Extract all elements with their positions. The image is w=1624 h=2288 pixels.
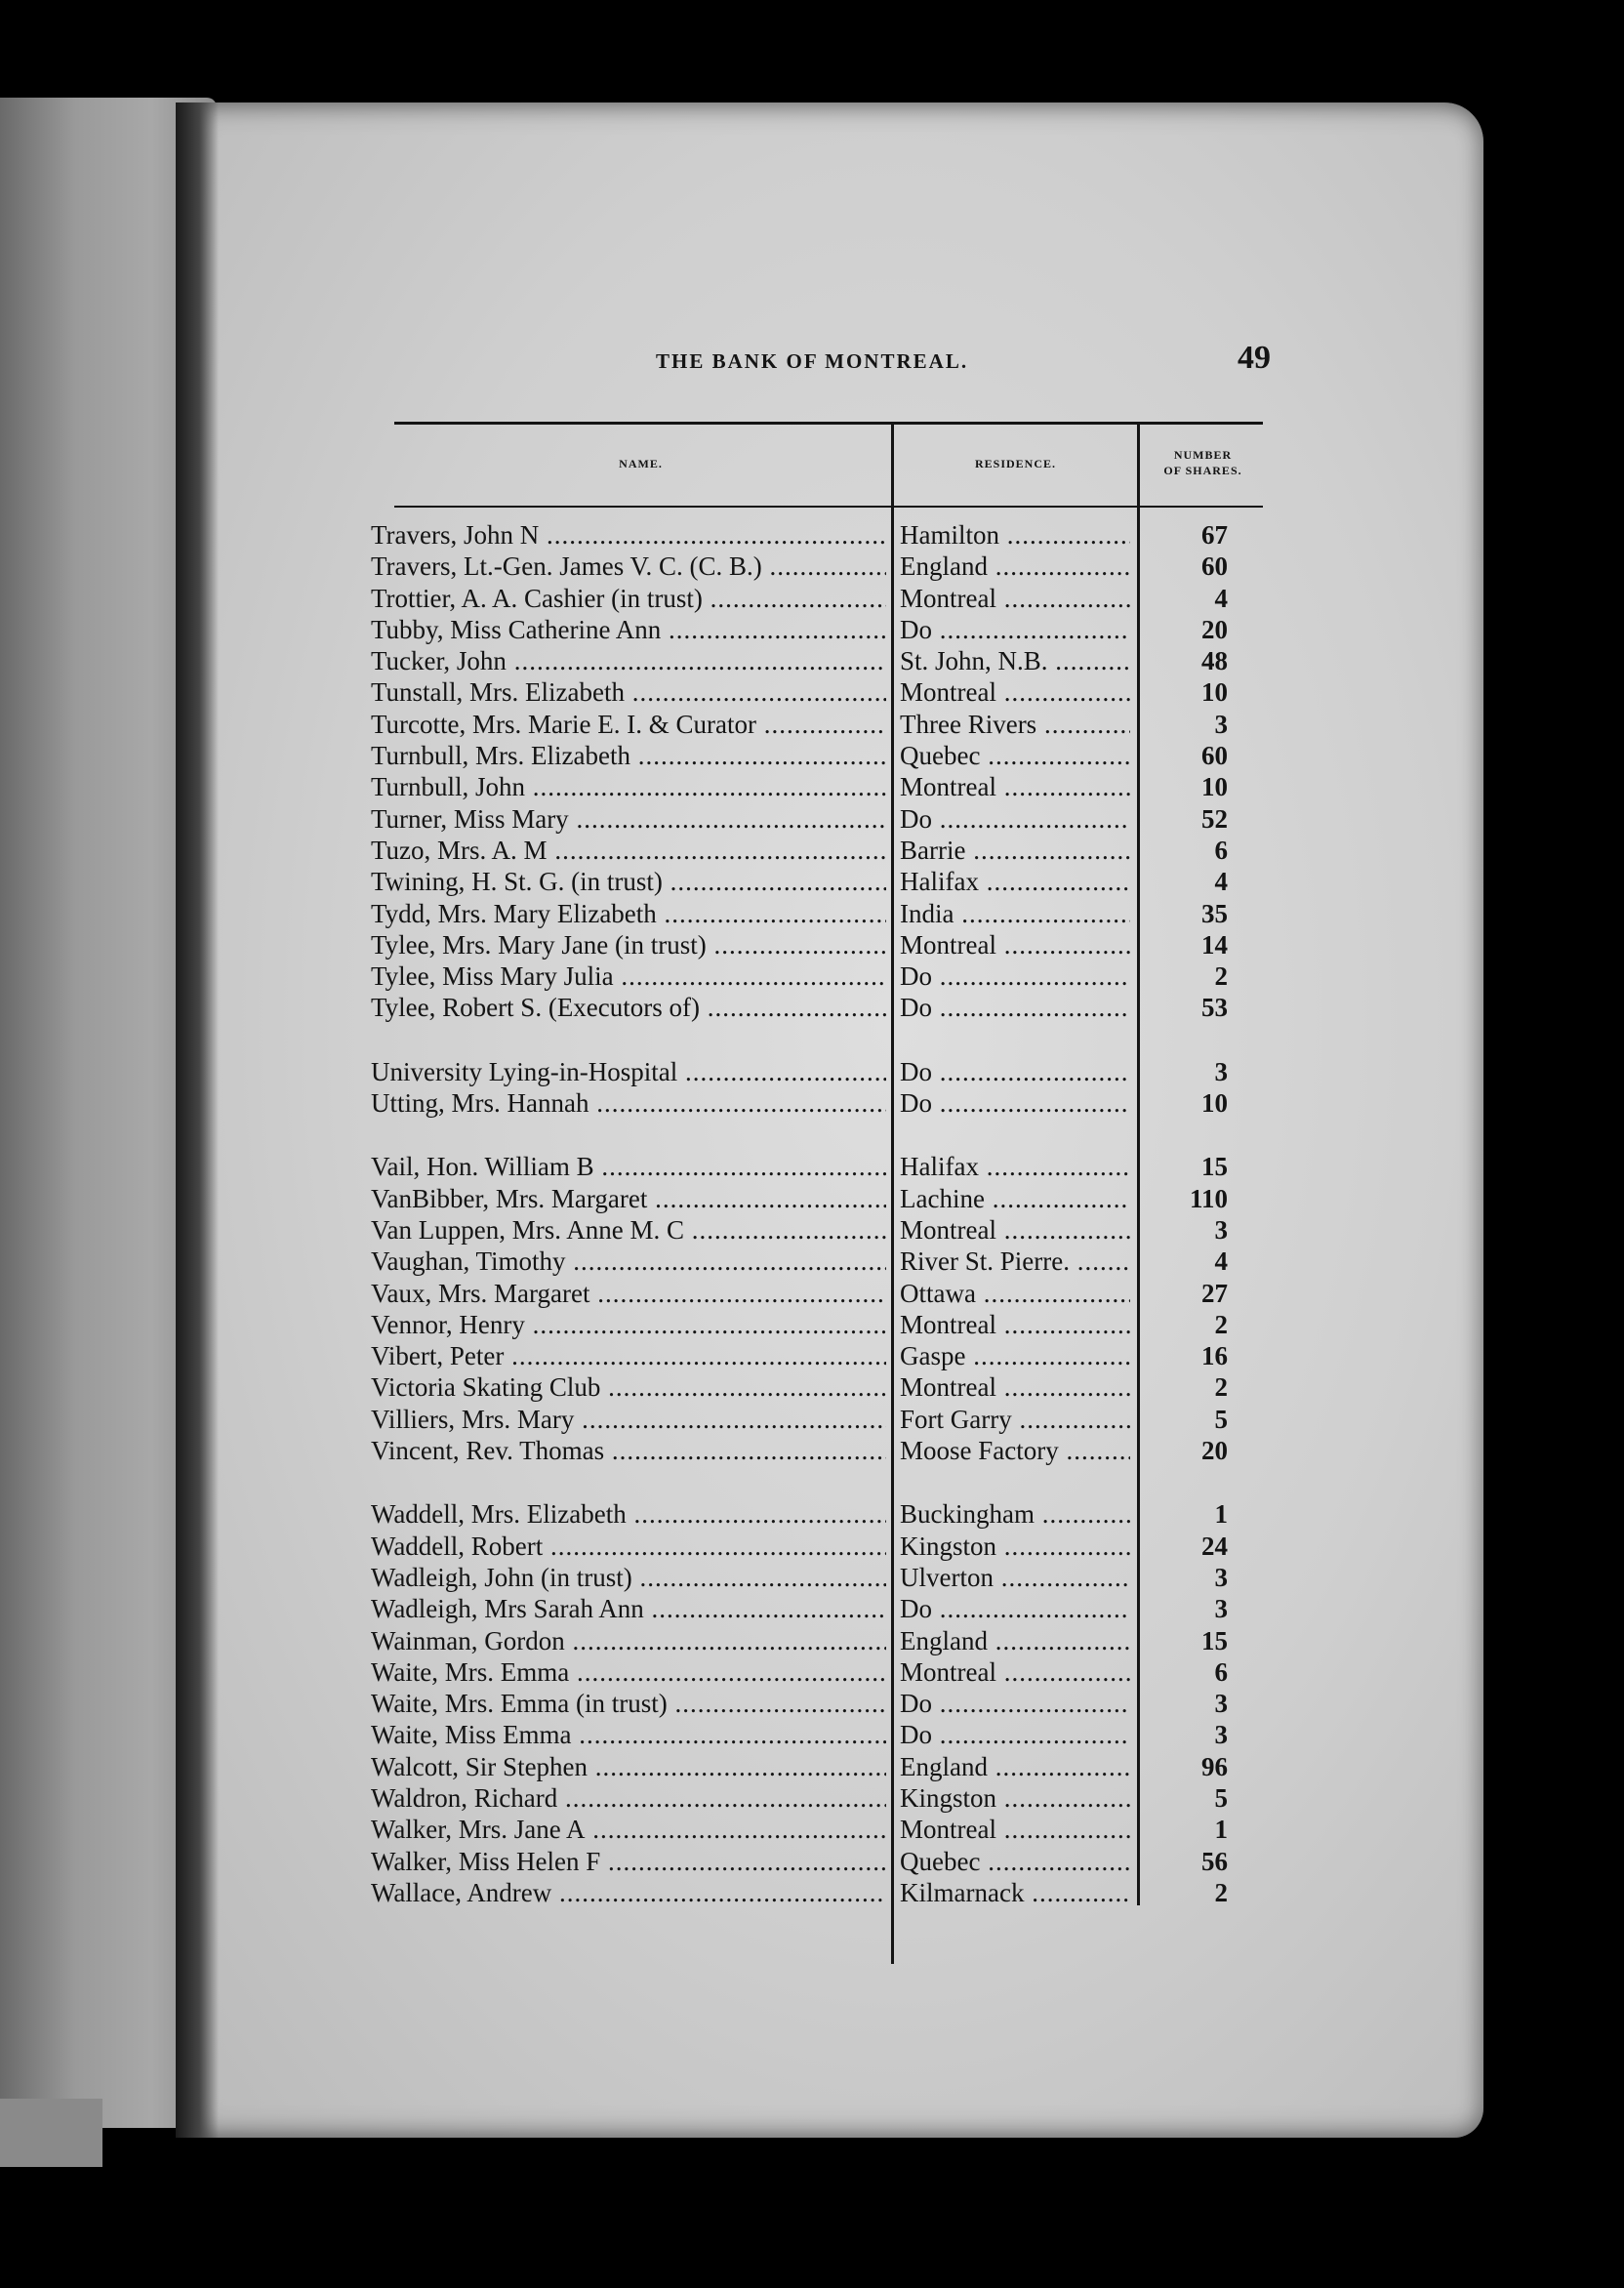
residence-text: Montreal .....	[900, 1372, 1130, 1402]
cell-shares: 20	[1201, 1436, 1228, 1466]
table-row	[371, 583, 1269, 614]
cell-name	[371, 614, 886, 645]
cell-shares: 3	[1214, 1720, 1228, 1750]
residence-text: Hamilton .....	[900, 520, 1130, 550]
cell-name	[371, 519, 886, 551]
shareholder-name: Tucker, John .....	[371, 646, 886, 675]
cell-residence	[900, 803, 1130, 835]
shareholder-name: Villiers, Mrs. Mary .....	[371, 1405, 886, 1434]
shareholder-name: Walcott, Sir Stephen .....	[371, 1752, 886, 1781]
cell-name	[371, 992, 886, 1023]
running-title: THE BANK OF MONTREAL.	[656, 349, 969, 373]
cell-shares: 10	[1201, 677, 1228, 708]
cell-shares: 1	[1214, 1499, 1228, 1530]
cell-name	[371, 803, 886, 835]
cell-shares: 53	[1201, 993, 1228, 1023]
cell-shares: 6	[1214, 1656, 1228, 1687]
page-number: 49	[1238, 340, 1271, 376]
residence-text: Montreal .....	[900, 1657, 1130, 1687]
residence-text: St. John, N.B. .....	[900, 646, 1130, 675]
shareholder-name: Tuzo, Mrs. A. M .....	[371, 836, 886, 865]
table-row	[371, 835, 1269, 866]
cell-residence	[900, 1719, 1130, 1750]
cell-residence	[900, 1183, 1130, 1214]
column-header-shares-line1: NUMBER	[1173, 448, 1233, 462]
residence-text: Montreal .....	[900, 1310, 1130, 1339]
table-row	[371, 1151, 1269, 1182]
cell-residence	[900, 898, 1130, 929]
cell-residence	[900, 1214, 1130, 1246]
cell-residence	[900, 1278, 1130, 1309]
residence-text: Kingston .....	[900, 1532, 1130, 1561]
residence-text: Kingston .....	[900, 1783, 1130, 1813]
cell-shares: 52	[1201, 803, 1228, 834]
table-row	[371, 992, 1269, 1023]
cell-residence	[900, 583, 1130, 614]
shareholder-ledger-table	[371, 422, 1269, 1908]
residence-text: Three Rivers .....	[900, 710, 1130, 739]
cell-name	[371, 1688, 886, 1719]
cell-shares: 6	[1214, 835, 1228, 865]
cell-shares: 4	[1214, 1246, 1228, 1277]
table-header-row	[371, 422, 1269, 508]
table-row	[371, 1498, 1269, 1530]
cell-shares: 10	[1201, 772, 1228, 802]
cell-residence	[900, 645, 1130, 676]
table-row	[371, 1719, 1269, 1750]
shareholder-name: Van Luppen, Mrs. Anne M. C .....	[371, 1215, 886, 1245]
cell-residence	[900, 960, 1130, 992]
residence-text: Lachine .....	[900, 1184, 1130, 1213]
cell-shares: 67	[1201, 520, 1228, 550]
cell-shares: 5	[1214, 1782, 1228, 1813]
table-row	[371, 1340, 1269, 1371]
cell-name	[371, 1183, 886, 1214]
table-row	[371, 740, 1269, 771]
column-header-residence: RESIDENCE.	[974, 457, 1057, 470]
table-row	[371, 1751, 1269, 1782]
cell-name	[371, 740, 886, 771]
shareholder-name: Victoria Skating Club .....	[371, 1372, 886, 1402]
shareholder-name: Tylee, Miss Mary Julia .....	[371, 961, 886, 991]
table-row	[371, 1688, 1269, 1719]
residence-text: Montreal .....	[900, 930, 1130, 960]
cell-name	[371, 1309, 886, 1340]
shareholder-name: Utting, Mrs. Hannah .....	[371, 1088, 886, 1118]
cell-shares: 56	[1201, 1846, 1228, 1876]
table-row	[371, 1214, 1269, 1246]
table-row	[371, 1435, 1269, 1466]
cell-residence	[900, 1782, 1130, 1814]
alphabetical-group	[371, 1056, 1269, 1120]
table-row	[371, 929, 1269, 960]
residence-text: Montreal .....	[900, 1215, 1130, 1245]
shareholder-name: Waddell, Mrs. Elizabeth .....	[371, 1499, 886, 1529]
cell-name	[371, 1593, 886, 1624]
cell-shares: 35	[1201, 898, 1228, 928]
alphabetical-group	[371, 1151, 1269, 1466]
cell-name	[371, 1846, 886, 1877]
residence-text: India .....	[900, 899, 1130, 928]
cell-residence	[900, 1404, 1130, 1435]
table-row	[371, 1593, 1269, 1624]
cell-shares: 2	[1214, 1877, 1228, 1907]
cell-shares: 2	[1214, 1372, 1228, 1403]
cell-name	[371, 1814, 886, 1845]
residence-text: Montreal .....	[900, 677, 1130, 707]
shareholder-name: Wadleigh, John (in trust) .....	[371, 1563, 886, 1592]
page-content	[371, 342, 1269, 1941]
cell-shares: 3	[1214, 1562, 1228, 1592]
residence-text: Do .....	[900, 993, 1130, 1022]
cell-shares: 14	[1201, 929, 1228, 960]
table-row	[371, 1056, 1269, 1087]
column-header-shares	[1142, 447, 1264, 478]
cell-name	[371, 960, 886, 992]
shareholder-name: Waite, Miss Emma .....	[371, 1720, 886, 1749]
residence-text: Do .....	[900, 804, 1130, 834]
table-row	[371, 1877, 1269, 1908]
cell-name	[371, 1087, 886, 1119]
cell-name	[371, 866, 886, 897]
cell-name	[371, 1719, 886, 1750]
table-row	[371, 676, 1269, 708]
cell-residence	[900, 1625, 1130, 1656]
cell-residence	[900, 1562, 1130, 1593]
cell-name	[371, 645, 886, 676]
residence-text: Do .....	[900, 1720, 1130, 1749]
shareholder-name: Tydd, Mrs. Mary Elizabeth .....	[371, 899, 886, 928]
shareholder-name: Turnbull, Mrs. Elizabeth .....	[371, 741, 886, 770]
table-row	[371, 1404, 1269, 1435]
shareholder-name: Tunstall, Mrs. Elizabeth .....	[371, 677, 886, 707]
shareholder-name: University Lying-in-Hospital .....	[371, 1057, 886, 1086]
table-row	[371, 1625, 1269, 1656]
cell-residence	[900, 1846, 1130, 1877]
residence-text: England .....	[900, 552, 1130, 581]
cell-name	[371, 1151, 886, 1182]
residence-text: Quebec .....	[900, 741, 1130, 770]
shareholder-name: Tylee, Mrs. Mary Jane (in trust) .....	[371, 930, 886, 960]
cell-name	[371, 835, 886, 866]
facing-page-corner	[0, 2099, 102, 2167]
shareholder-name: Turnbull, John .....	[371, 772, 886, 801]
cell-name	[371, 1278, 886, 1309]
residence-text: Do .....	[900, 1689, 1130, 1718]
cell-residence	[900, 835, 1130, 866]
cell-shares: 15	[1201, 1152, 1228, 1182]
shareholder-name: Walker, Miss Helen F .....	[371, 1847, 886, 1876]
shareholder-name: Walker, Mrs. Jane A .....	[371, 1815, 886, 1844]
cell-shares: 60	[1201, 741, 1228, 771]
table-row	[371, 1531, 1269, 1562]
cell-name	[371, 583, 886, 614]
cell-name	[371, 898, 886, 929]
cell-residence	[900, 1688, 1130, 1719]
residence-text: Ottawa .....	[900, 1279, 1130, 1308]
cell-shares: 110	[1189, 1183, 1228, 1213]
cell-name	[371, 1371, 886, 1403]
residence-text: Quebec .....	[900, 1847, 1130, 1876]
table-row	[371, 771, 1269, 802]
table-row	[371, 551, 1269, 582]
shareholder-name: Travers, Lt.-Gen. James V. C. (C. B.) .....	[371, 552, 886, 581]
residence-text: Kilmarnack .....	[900, 1878, 1130, 1907]
cell-shares: 2	[1214, 1309, 1228, 1339]
table-body	[371, 519, 1269, 1908]
table-row	[371, 1087, 1269, 1119]
cell-shares: 24	[1201, 1531, 1228, 1561]
cell-shares: 5	[1214, 1404, 1228, 1434]
residence-text: Halifax .....	[900, 1152, 1130, 1181]
residence-text: Ulverton .....	[900, 1563, 1130, 1592]
shareholder-name: Wainman, Gordon .....	[371, 1626, 886, 1655]
cell-residence	[900, 1814, 1130, 1845]
residence-text: Montreal .....	[900, 584, 1130, 613]
alphabetical-group	[371, 1498, 1269, 1908]
table-row	[371, 1246, 1269, 1277]
table-row	[371, 709, 1269, 740]
cell-shares: 3	[1214, 1214, 1228, 1245]
cell-shares: 96	[1201, 1751, 1228, 1781]
residence-text: Do .....	[900, 961, 1130, 991]
residence-text: Fort Garry .....	[900, 1405, 1130, 1434]
cell-shares: 1	[1214, 1815, 1228, 1845]
shareholder-name: VanBibber, Mrs. Margaret .....	[371, 1184, 886, 1213]
alphabetical-group	[371, 519, 1269, 1024]
table-row	[371, 960, 1269, 992]
cell-residence	[900, 1087, 1130, 1119]
cell-residence	[900, 709, 1130, 740]
column-header-name: NAME.	[619, 457, 663, 470]
cell-residence	[900, 676, 1130, 708]
table-row	[371, 1782, 1269, 1814]
cell-residence	[900, 771, 1130, 802]
cell-residence	[900, 1371, 1130, 1403]
table-row	[371, 1183, 1269, 1214]
cell-residence	[900, 1531, 1130, 1562]
cell-residence	[900, 614, 1130, 645]
cell-residence	[900, 929, 1130, 960]
cell-name	[371, 1562, 886, 1593]
cell-name	[371, 1751, 886, 1782]
table-row	[371, 1846, 1269, 1877]
cell-shares: 20	[1201, 614, 1228, 644]
cell-residence	[900, 1498, 1130, 1530]
residence-text: Barrie .....	[900, 836, 1130, 865]
shareholder-name: Vail, Hon. William B .....	[371, 1152, 886, 1181]
residence-text: Montreal .....	[900, 772, 1130, 801]
residence-text: Halifax .....	[900, 867, 1130, 896]
shareholder-name: Waddell, Robert .....	[371, 1532, 886, 1561]
shareholder-name: Vibert, Peter .....	[371, 1341, 886, 1370]
shareholder-name: Tubby, Miss Catherine Ann .....	[371, 615, 886, 644]
cell-shares: 4	[1214, 867, 1228, 897]
cell-shares: 15	[1201, 1625, 1228, 1655]
shareholder-name: Travers, John N .....	[371, 520, 886, 550]
cell-residence	[900, 1340, 1130, 1371]
table-row	[371, 1656, 1269, 1688]
cell-residence	[900, 1656, 1130, 1688]
shareholder-name: Tylee, Robert S. (Executors of) .....	[371, 993, 886, 1022]
cell-residence	[900, 866, 1130, 897]
cell-residence	[900, 1877, 1130, 1908]
cell-name	[371, 771, 886, 802]
cell-name	[371, 929, 886, 960]
cell-name	[371, 1214, 886, 1246]
cell-name	[371, 1656, 886, 1688]
table-row	[371, 1814, 1269, 1845]
shareholder-name: Turcotte, Mrs. Marie E. I. & Curator .....	[371, 710, 886, 739]
residence-text: Gaspe .....	[900, 1341, 1130, 1370]
table-row	[371, 645, 1269, 676]
residence-text: England .....	[900, 1626, 1130, 1655]
residence-text: England .....	[900, 1752, 1130, 1781]
table-row	[371, 866, 1269, 897]
residence-text: Montreal .....	[900, 1815, 1130, 1844]
cell-residence	[900, 740, 1130, 771]
cell-shares: 3	[1214, 1056, 1228, 1086]
shareholder-name: Vaux, Mrs. Margaret .....	[371, 1279, 886, 1308]
table-header-rule	[394, 506, 1263, 508]
shareholder-name: Wallace, Andrew .....	[371, 1878, 886, 1907]
cell-residence	[900, 1751, 1130, 1782]
cell-residence	[900, 992, 1130, 1023]
table-row	[371, 898, 1269, 929]
cell-name	[371, 1498, 886, 1530]
shareholder-name: Wadleigh, Mrs Sarah Ann .....	[371, 1594, 886, 1623]
cell-shares: 60	[1201, 552, 1228, 582]
shareholder-name: Waldron, Richard .....	[371, 1783, 886, 1813]
cell-residence	[900, 1593, 1130, 1624]
cell-residence	[900, 1435, 1130, 1466]
shareholder-name: Vennor, Henry .....	[371, 1310, 886, 1339]
cell-shares: 3	[1214, 709, 1228, 739]
cell-residence	[900, 551, 1130, 582]
cell-name	[371, 1404, 886, 1435]
cell-residence	[900, 1309, 1130, 1340]
cell-shares: 3	[1214, 1689, 1228, 1719]
cell-name	[371, 1435, 886, 1466]
cell-shares: 27	[1201, 1278, 1228, 1308]
table-row	[371, 1562, 1269, 1593]
cell-shares: 10	[1201, 1088, 1228, 1119]
residence-text: River St. Pierre. .....	[900, 1246, 1130, 1276]
cell-name	[371, 1877, 886, 1908]
cell-shares: 48	[1201, 646, 1228, 676]
shareholder-name: Turner, Miss Mary .....	[371, 804, 886, 834]
table-row	[371, 1278, 1269, 1309]
cell-shares: 2	[1214, 961, 1228, 992]
shareholder-name: Waite, Mrs. Emma .....	[371, 1657, 886, 1687]
cell-residence	[900, 1151, 1130, 1182]
cell-name	[371, 551, 886, 582]
table-row	[371, 1309, 1269, 1340]
residence-text: Moose Factory .....	[900, 1436, 1130, 1465]
cell-residence	[900, 519, 1130, 551]
running-header	[371, 342, 1269, 400]
residence-text: Do .....	[900, 1088, 1130, 1118]
table-row	[371, 614, 1269, 645]
cell-name	[371, 1625, 886, 1656]
cell-shares: 3	[1214, 1594, 1228, 1624]
residence-text: Do .....	[900, 1057, 1130, 1086]
cell-shares: 4	[1214, 583, 1228, 613]
page-gutter-shadow	[176, 102, 219, 2138]
residence-text: Buckingham .....	[900, 1499, 1130, 1529]
cell-name	[371, 1782, 886, 1814]
column-header-shares-line2: OF SHARES.	[1163, 464, 1242, 477]
cell-residence	[900, 1246, 1130, 1277]
cell-name	[371, 1531, 886, 1562]
residence-text: Do .....	[900, 1594, 1130, 1623]
shareholder-name: Vincent, Rev. Thomas .....	[371, 1436, 886, 1465]
residence-text: Do .....	[900, 615, 1130, 644]
shareholder-name: Vaughan, Timothy .....	[371, 1246, 886, 1276]
cell-shares: 16	[1201, 1341, 1228, 1371]
shareholder-name: Waite, Mrs. Emma (in trust) .....	[371, 1689, 886, 1718]
table-row	[371, 1371, 1269, 1403]
cell-name	[371, 709, 886, 740]
cell-name	[371, 1340, 886, 1371]
cell-residence	[900, 1056, 1130, 1087]
cell-name	[371, 1246, 886, 1277]
table-row	[371, 803, 1269, 835]
shareholder-name: Trottier, A. A. Cashier (in trust) .....	[371, 584, 886, 613]
table-row	[371, 519, 1269, 551]
cell-name	[371, 676, 886, 708]
cell-name	[371, 1056, 886, 1087]
shareholder-name: Twining, H. St. G. (in trust) .....	[371, 867, 886, 896]
